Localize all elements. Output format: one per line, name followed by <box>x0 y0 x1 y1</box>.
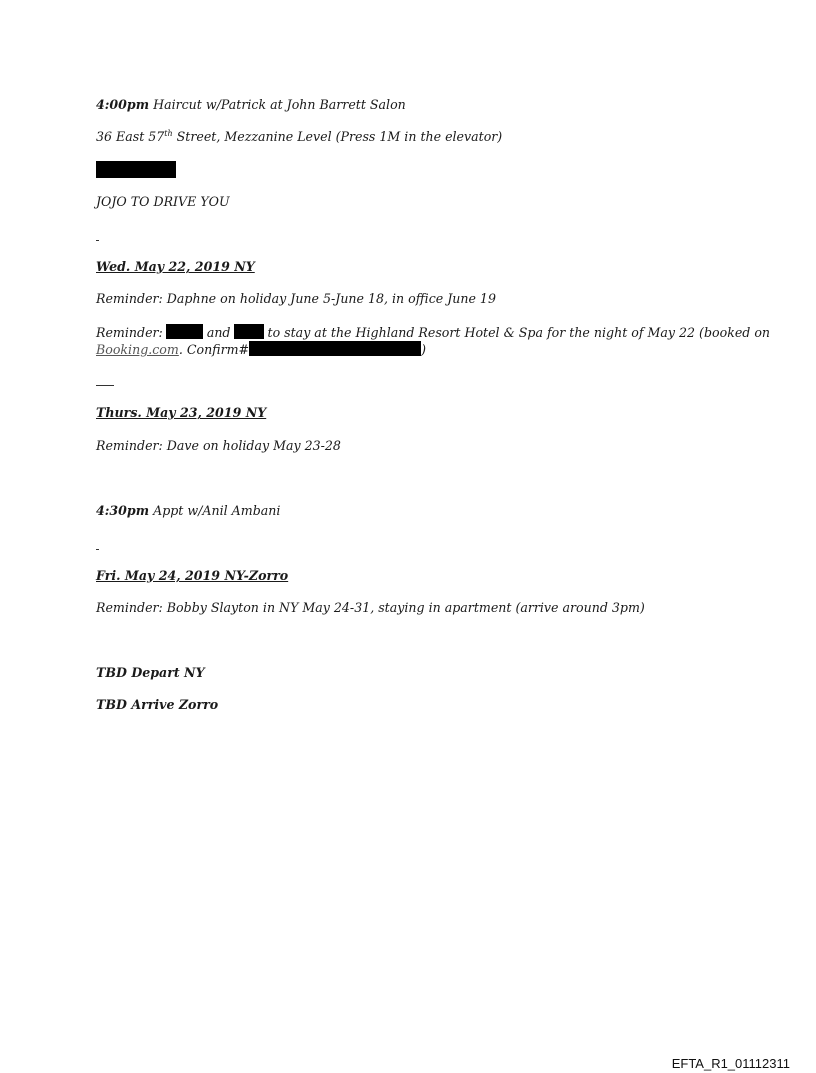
appt-entry <box>96 503 280 519</box>
salon-address <box>96 129 502 145</box>
reminder-hotel-line2 <box>96 341 426 358</box>
redaction-bar <box>166 324 203 339</box>
arrive-entry: TBD Arrive Zorro <box>96 697 219 712</box>
day-heading-wed: Wed. May 22, 2019 NY <box>96 259 255 274</box>
reminder-and: and <box>206 325 231 340</box>
reminder-daphne: Reminder: Daphne on holiday June 5-June 18, in office June 19 <box>96 291 496 306</box>
address-sup: th <box>164 128 173 138</box>
separator-mark <box>96 549 99 550</box>
redaction-bar <box>96 161 176 178</box>
document-id: EFTA_R1_01112311 <box>671 1056 790 1071</box>
reminder-bobby: Reminder: Bobby Slayton in NY May 24-31, staying in apartment (arrive around 3pm) <box>96 600 645 615</box>
redaction-bar <box>249 341 421 356</box>
reminder-dave: Reminder: Dave on holiday May 23-28 <box>96 438 341 453</box>
reminder-label: Reminder: <box>96 325 163 340</box>
appt-text: Appt w/Anil Ambani <box>153 503 281 518</box>
appt-time: 4:30pm <box>96 503 150 518</box>
reminder-hotel <box>96 324 770 341</box>
haircut-time: 4:00pm <box>96 97 150 112</box>
address-post: Street, Mezzanine Level (Press 1M in the elevator) <box>172 129 503 144</box>
separator-line <box>96 385 114 386</box>
day-heading-fri: Fri. May 24, 2019 NY-Zorro <box>96 568 289 583</box>
booking-link[interactable]: Booking.com <box>96 342 179 357</box>
depart-entry: TBD Depart NY <box>96 665 205 680</box>
haircut-text: Haircut w/Patrick at John Barrett Salon <box>153 97 406 112</box>
confirm-close: ) <box>421 342 427 357</box>
driver-note: JOJO TO DRIVE YOU <box>96 194 230 209</box>
reminder-hotel-text: to stay at the Highland Resort Hotel & Spa for the night of May 22 (booked on <box>267 325 771 340</box>
redaction-bar <box>234 324 264 339</box>
confirm-label: . Confirm# <box>178 342 250 357</box>
day-heading-thurs: Thurs. May 23, 2019 NY <box>96 405 267 420</box>
haircut-entry <box>96 97 406 113</box>
separator-mark <box>96 240 99 241</box>
address-pre: 36 East 57 <box>96 129 165 144</box>
